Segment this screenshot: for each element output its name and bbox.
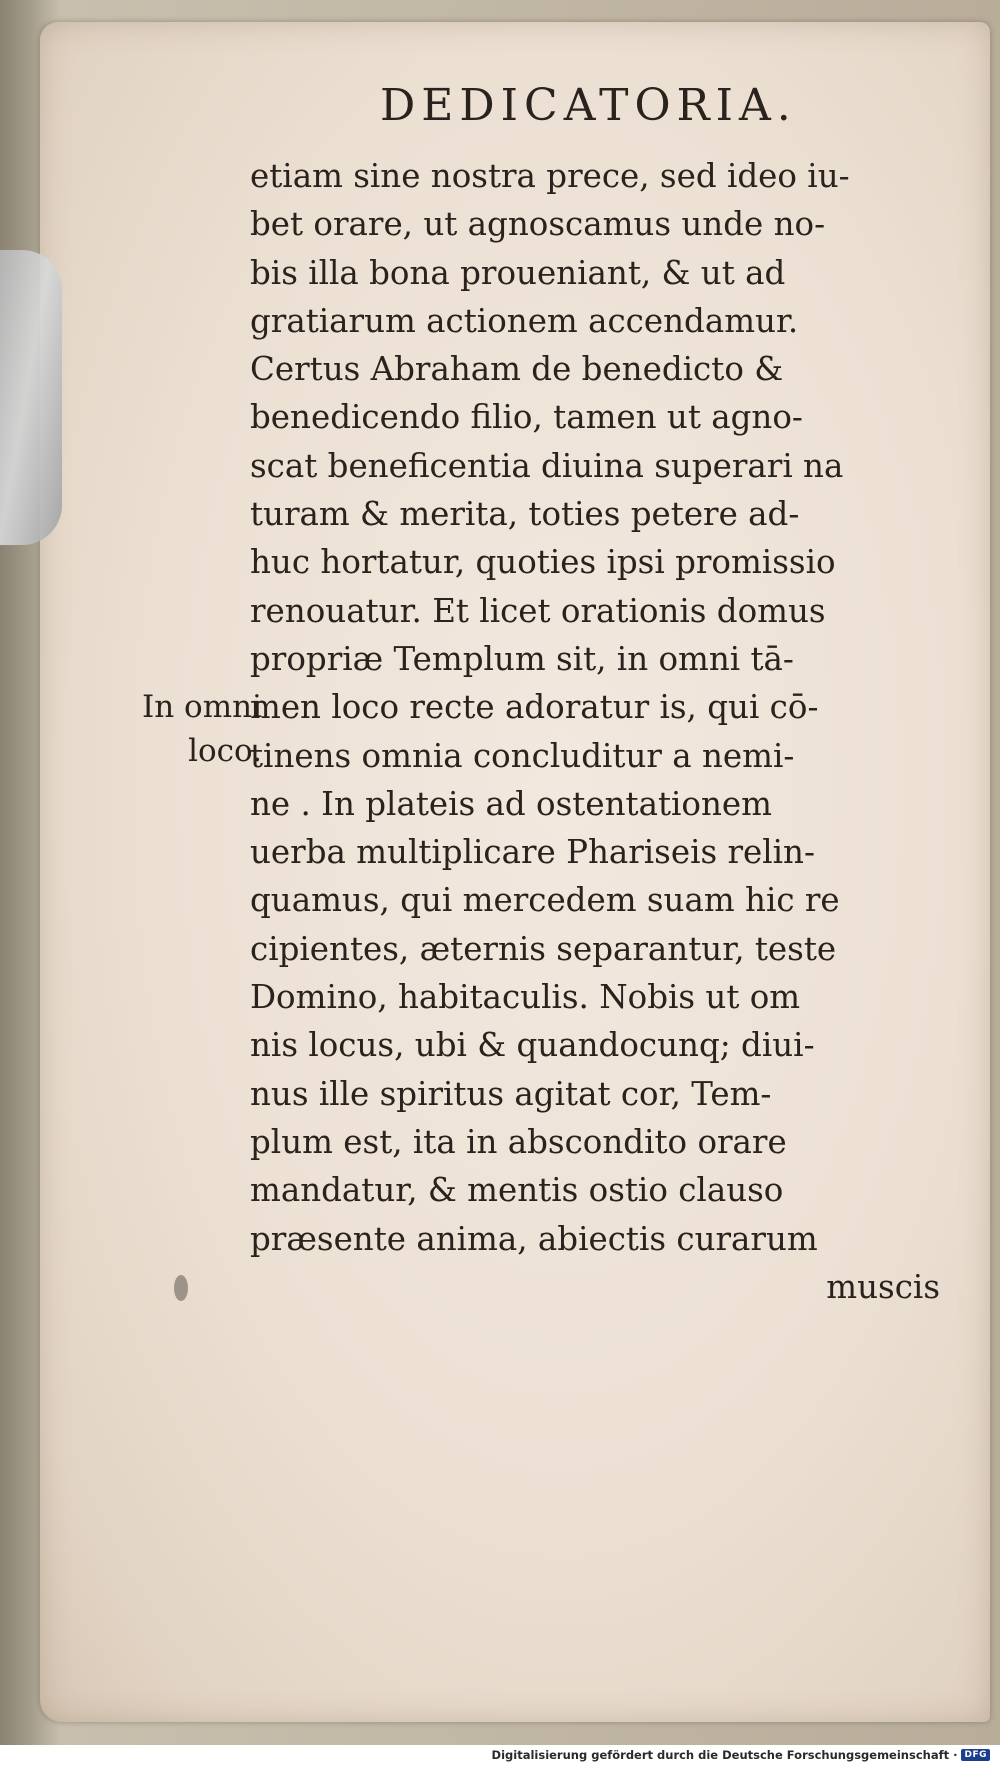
text-line: propriæ Templum sit, in omni tā- [250, 639, 794, 678]
running-header: DEDICATORIA. [380, 80, 797, 131]
text-line: huc hortatur, quoties ipsi promissio [250, 543, 836, 582]
text-line: bis illa bona proueniant, & ut ad [250, 253, 786, 292]
text-line: Domino, habitaculis. Nobis ut om [250, 978, 801, 1017]
text-line: uerba multiplicare Phariseis relin- [250, 833, 815, 872]
text-line: turam & merita, toties petere ad- [250, 495, 800, 534]
text-line: scat beneficentia diuina superari na [250, 446, 844, 485]
text-line: renouatur. Et licet orationis domus [250, 591, 826, 630]
margin-note-line: loco. [188, 733, 262, 769]
dfg-logo: DFG [961, 1749, 990, 1761]
text-line: nis locus, ubi & quandocunq; diui- [250, 1026, 815, 1065]
body-text [250, 152, 950, 1311]
margin-note-line: In omni [141, 689, 262, 725]
text-line: cipientes, æternis separantur, teste [250, 929, 837, 968]
text-line: etiam sine nostra prece, sed ideo iu- [250, 157, 850, 195]
text-line: men loco recte adoratur is, qui cō- [250, 688, 819, 727]
text-line: bet orare, ut agnoscamus unde no- [250, 205, 826, 244]
text-line: Certus Abraham de benedicto & [250, 350, 784, 389]
footer-credit-text: Digitalisierung gefördert durch die Deutsche Forschungsgemeinschaft · [491, 1748, 958, 1762]
catchword: muscis [826, 1267, 940, 1306]
text-line: ne . In plateis ad ostentationem [250, 784, 772, 823]
text-line: tinens omnia concluditur a nemi- [250, 736, 795, 775]
bookmark-strip [0, 250, 62, 545]
text-line: benedicendo filio, tamen ut agno- [250, 398, 803, 437]
margin-note [102, 685, 262, 773]
text-line: gratiarum actionem accendamur. [250, 301, 799, 340]
text-line: nus ille spiritus agitat cor, Tem- [250, 1074, 772, 1113]
text-line: mandatur, & mentis ostio clauso [250, 1171, 784, 1210]
text-line: plum est, ita in abscondito orare [250, 1122, 787, 1161]
text-line: quamus, qui mercedem suam hic re [250, 881, 840, 920]
footer-credit [492, 1748, 990, 1762]
ink-spot [174, 1275, 188, 1301]
text-line: præsente anima, abiectis curarum [250, 1219, 818, 1258]
